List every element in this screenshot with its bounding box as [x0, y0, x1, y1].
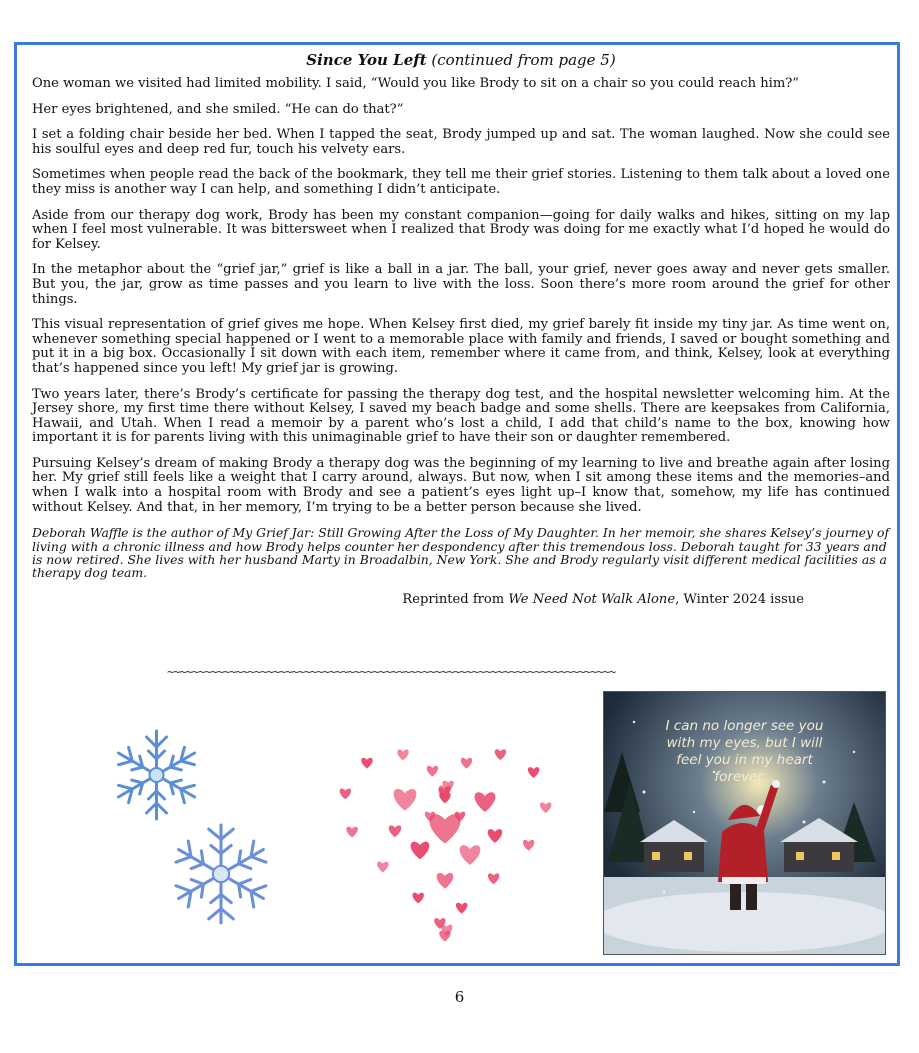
- paragraph: One woman we visited had limited mobility. I said, “Would you like Brody to sit on a chair so you could reach him?”: [32, 76, 799, 91]
- paragraph: Her eyes brightened, and she smiled. “He can do that?”: [32, 101, 404, 117]
- article-title: Since You Left: [306, 51, 427, 69]
- small-heart-icon: [397, 749, 408, 760]
- reprint-prefix: Reprinted from: [402, 591, 505, 607]
- paragraph: Aside from our therapy dog work, Brody has been my constant companion—going for daily walks and hikes, sitting on my lap when I feel most vulnerable. It was bittersweet when I realized that Brody was doing for me exactly what I’d hoped he would do for Kelsey.: [32, 207, 890, 252]
- paragraph: Pursuing Kelsey’s dream of making Brody a therapy dog was the beginning of my learning to live and breathe again after losing her. My grief still feels like a weight that I carry around, always. But now, when I sit among these items and the memories–and when I walk into a hospital room with Brody and see a patient’s eyes light up–I know that, somehow, my life has continued without Kelsey. And that, in her memory, I’m trying to be a better person because she lived.: [32, 455, 890, 515]
- tilde-divider: ~~~~~~~~~~~~~~~~~~~~~~~~~~~~~~~~~~~~~~~~~~~~~~~~~~~~~~~~~~~~~~~~~~~~~~~~: [167, 665, 616, 679]
- card-quote-line: I can no longer see you: [665, 718, 824, 734]
- small-heart-icon: [429, 814, 460, 844]
- small-heart-icon: [361, 758, 372, 769]
- small-heart-icon: [377, 862, 388, 873]
- small-heart-icon: [346, 827, 357, 838]
- reprint-credit: [32, 592, 804, 607]
- small-heart-icon: [411, 842, 430, 860]
- paragraph: In the metaphor about the “grief jar,” grief is like a ball in a jar. The ball, your grief, never goes away and never gets smaller. But you, the jar, grow as time passes and you learn to live with the loss. Soon there’s more room around the grief for other things.: [32, 262, 890, 307]
- small-heart-icon: [475, 792, 496, 812]
- small-heart-icon: [540, 802, 551, 813]
- small-heart-icon: [437, 873, 454, 889]
- reprint-suffix: , Winter 2024 issue: [675, 591, 804, 607]
- card-quote-line: forever...: [714, 769, 775, 785]
- article-frame: [14, 42, 900, 966]
- snowflake-icon: [99, 725, 214, 825]
- small-heart-icon: [456, 903, 467, 914]
- continued-note: (continued from page 5): [431, 51, 616, 69]
- small-heart-icon: [461, 758, 472, 769]
- article-content: [32, 51, 890, 607]
- small-heart-icon: [340, 788, 351, 799]
- small-heart-icon: [488, 829, 503, 843]
- card-quote-line: feel you in my heart: [676, 752, 813, 768]
- paragraph: This visual representation of grief gives me hope. When Kelsey first died, my grief barely fit inside my tiny jar. As time went on, whenever something special happened or I went to a memorable place with family and friends, I saved or bought something and put it in a big box. Occasionally I sit down with each item, remember where it came from, and think, Kelsey, look at everything that’s happened since you left! My grief jar is growing.: [32, 317, 890, 376]
- snowflake-icon: [157, 821, 285, 927]
- memorial-card-image: [603, 691, 886, 955]
- page-number: 6: [454, 988, 465, 1006]
- small-heart-icon: [523, 840, 534, 851]
- paragraph: I set a folding chair beside her bed. When I tapped the seat, Brody jumped up and sat. The woman laughed. Now she could see his soulful eyes and deep red fur, touch his velvety ears.: [32, 127, 890, 157]
- paragraph: Two years later, there’s Brody’s certificate for passing the therapy dog test, and the hospital newsletter welcoming him. At the Jersey shore, my first time there without Kelsey, I saved my beach badge and some shells. There are keepsakes from California, Hawaii, and Utah. When I read a memoir by a parent who’s lost a child, I add that child’s name to the box, knowing how important it is for parents living with this unimaginable grief to have their son or daughter remembered.: [32, 386, 890, 446]
- article-heading: [32, 51, 890, 69]
- author-bio: Deborah Waffle is the author of My Grief Jar: Still Growing After the Loss of My Daughter. In her memoir, she shares Kelsey’s journey of living with a chronic illness and how Brody helps counter her despondency after this tremendous loss. Deborah taught for 33 years and is now retired. She lives with her husband Marty in Broadalbin, New York. She and Brody regularly visit different medical facilities as a therapy dog team.: [32, 525, 890, 581]
- small-heart-icon: [495, 749, 506, 760]
- paragraph: Sometimes when people read the back of the bookmark, they tell me their grief stories. Listening to them talk about a loved one they miss is another way I can help, and something I didn’t anticipate.: [32, 167, 890, 197]
- small-heart-icon: [389, 825, 401, 837]
- small-heart-icon: [460, 845, 481, 865]
- heart-cluster-image: [335, 733, 555, 943]
- card-quote: [604, 718, 885, 786]
- reprint-source: We Need Not Walk Alone: [508, 591, 676, 607]
- small-heart-icon: [427, 766, 438, 777]
- small-heart-icon: [528, 767, 539, 778]
- small-heart-icon: [412, 893, 423, 904]
- card-quote-line: with my eyes, but I will: [666, 735, 823, 751]
- small-heart-icon: [488, 873, 499, 884]
- small-heart-icon: [394, 789, 417, 811]
